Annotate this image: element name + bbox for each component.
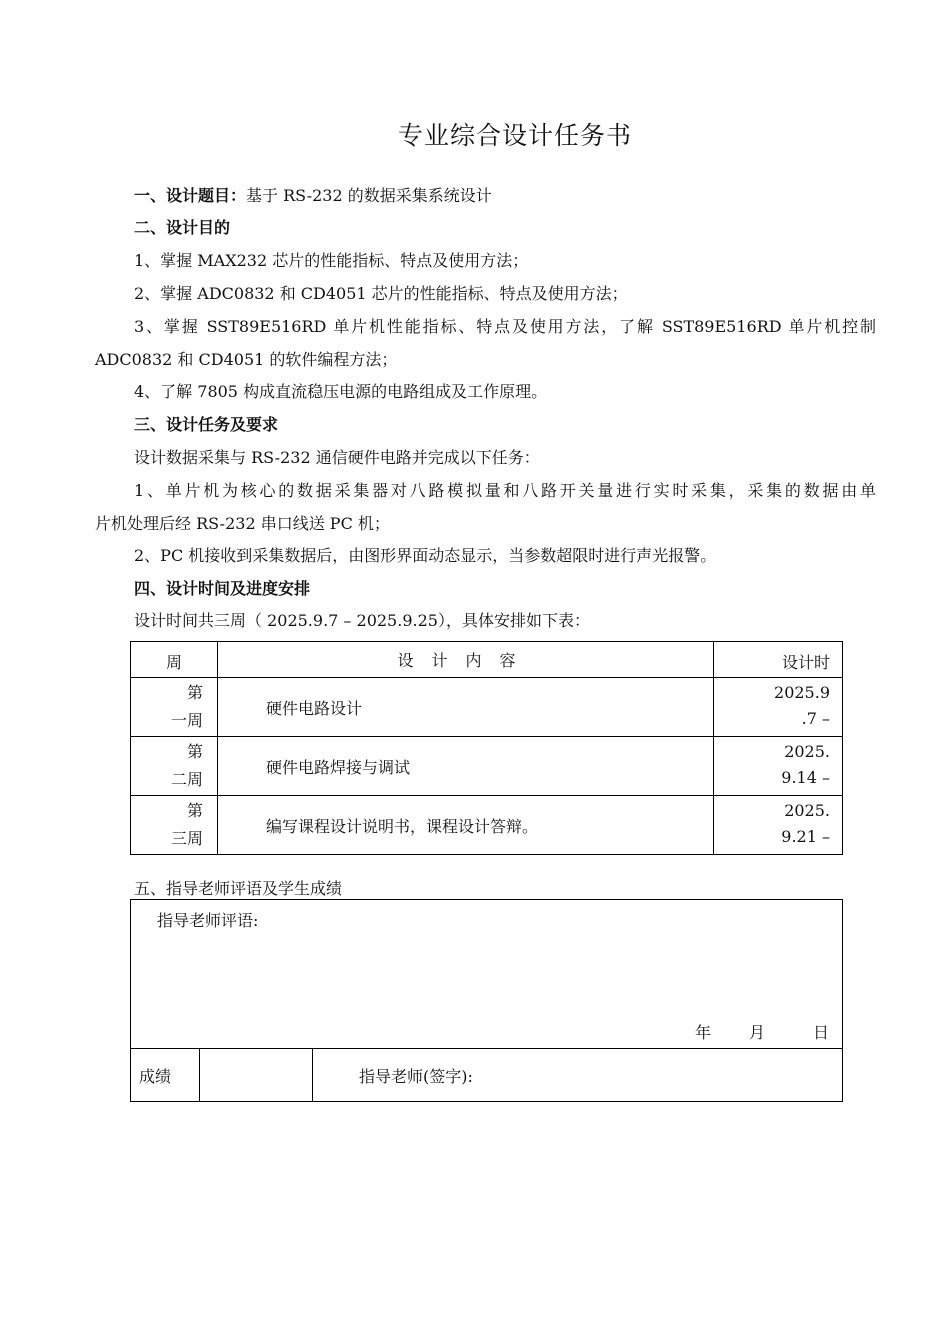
grade-row (131, 1049, 843, 1102)
schedule-row (131, 737, 843, 796)
schedule-row (131, 796, 843, 855)
time-line: 2025.9 (774, 683, 830, 702)
date-day: 日 (813, 1023, 830, 1042)
week-label-top: 第 (186, 801, 203, 820)
header-time: 设计时 (714, 642, 843, 678)
content-cell: 编写课程设计说明书，课程设计答辩。 (218, 796, 714, 855)
time-cell (714, 796, 843, 855)
date-month: 月 (749, 1023, 766, 1042)
week-cell (131, 678, 218, 737)
section1-heading: 一、设计题目： (134, 186, 247, 205)
schedule-header-row (131, 642, 843, 678)
week-cell (131, 737, 218, 796)
time-line (714, 791, 830, 795)
objective-item: 1、掌握 MAX232 芯片的性能指标、特点及使用方法； (134, 251, 529, 270)
document-title: 专业综合设计任务书 (397, 121, 632, 150)
teacher-signature-field[interactable]: 指导老师(签字): (313, 1049, 843, 1102)
schedule-intro: 设计时间共三周（ 2025.9.7 – 2025.9.25），具体安排如下表： (134, 611, 590, 630)
section1-line (134, 186, 492, 206)
time-line: 9.21 – (781, 827, 830, 846)
content-cell: 硬件电路焊接与调试 (218, 737, 714, 796)
time-line: 2025. (784, 801, 830, 820)
objective-item: 4、了解 7805 构成直流稳压电源的电路组成及工作原理。 (134, 382, 548, 401)
time-line: .7 – (801, 709, 830, 728)
time-line (714, 850, 830, 854)
time-line: 2025. (784, 742, 830, 761)
week-label-bottom: 三周 (170, 829, 203, 848)
comment-cell (131, 900, 843, 1049)
section2-heading: 二、设计目的 (134, 218, 231, 237)
week-label-bottom: 二周 (170, 770, 203, 789)
objective-item-continued: ADC0832 和 CD4051 的软件编程方法； (95, 350, 398, 369)
section4-heading: 四、设计时间及进度安排 (134, 579, 311, 598)
schedule-table (130, 641, 843, 855)
objective-item: 2、掌握 ADC0832 和 CD4051 芯片的性能指标、特点及使用方法； (134, 284, 628, 303)
content-cell: 硬件电路设计 (218, 678, 714, 737)
grade-field[interactable] (200, 1049, 313, 1102)
evaluation-table (130, 899, 843, 1102)
header-content: 设计内容 (218, 642, 714, 678)
objective-item: 3、掌握 SST89E516RD 单片机性能指标、特点及使用方法，了解 SST89E516RD 单片机控制 (134, 317, 876, 336)
grade-label: 成绩 (131, 1049, 200, 1102)
design-topic: 基于 RS-232 的数据采集系统设计 (246, 186, 492, 205)
comment-label: 指导老师评语: (157, 911, 259, 930)
task-item: 2、PC 机接收到采集数据后，由图形界面动态显示，当参数超限时进行声光报警。 (134, 546, 717, 565)
date-row (695, 1020, 829, 1043)
date-year: 年 (695, 1023, 712, 1042)
header-period: 周 (131, 642, 218, 678)
week-label-bottom: 一周 (170, 711, 203, 730)
task-intro: 设计数据采集与 RS-232 通信硬件电路并完成以下任务： (134, 448, 540, 467)
task-item: 1、单片机为核心的数据采集器对八路模拟量和八路开关量进行实时采集，采集的数据由单 (134, 481, 876, 500)
time-cell (714, 737, 843, 796)
task-item-continued: 片机处理后经 RS-232 串口线送 PC 机； (95, 514, 390, 533)
time-line (714, 732, 830, 736)
time-cell (714, 678, 843, 737)
week-label-top: 第 (186, 683, 203, 702)
section3-heading: 三、设计任务及要求 (134, 415, 279, 434)
time-line: 9.14 – (781, 768, 830, 787)
week-label-top: 第 (186, 742, 203, 761)
schedule-row (131, 678, 843, 737)
section5-heading: 五、指导老师评语及学生成绩 (134, 879, 343, 898)
week-cell (131, 796, 218, 855)
